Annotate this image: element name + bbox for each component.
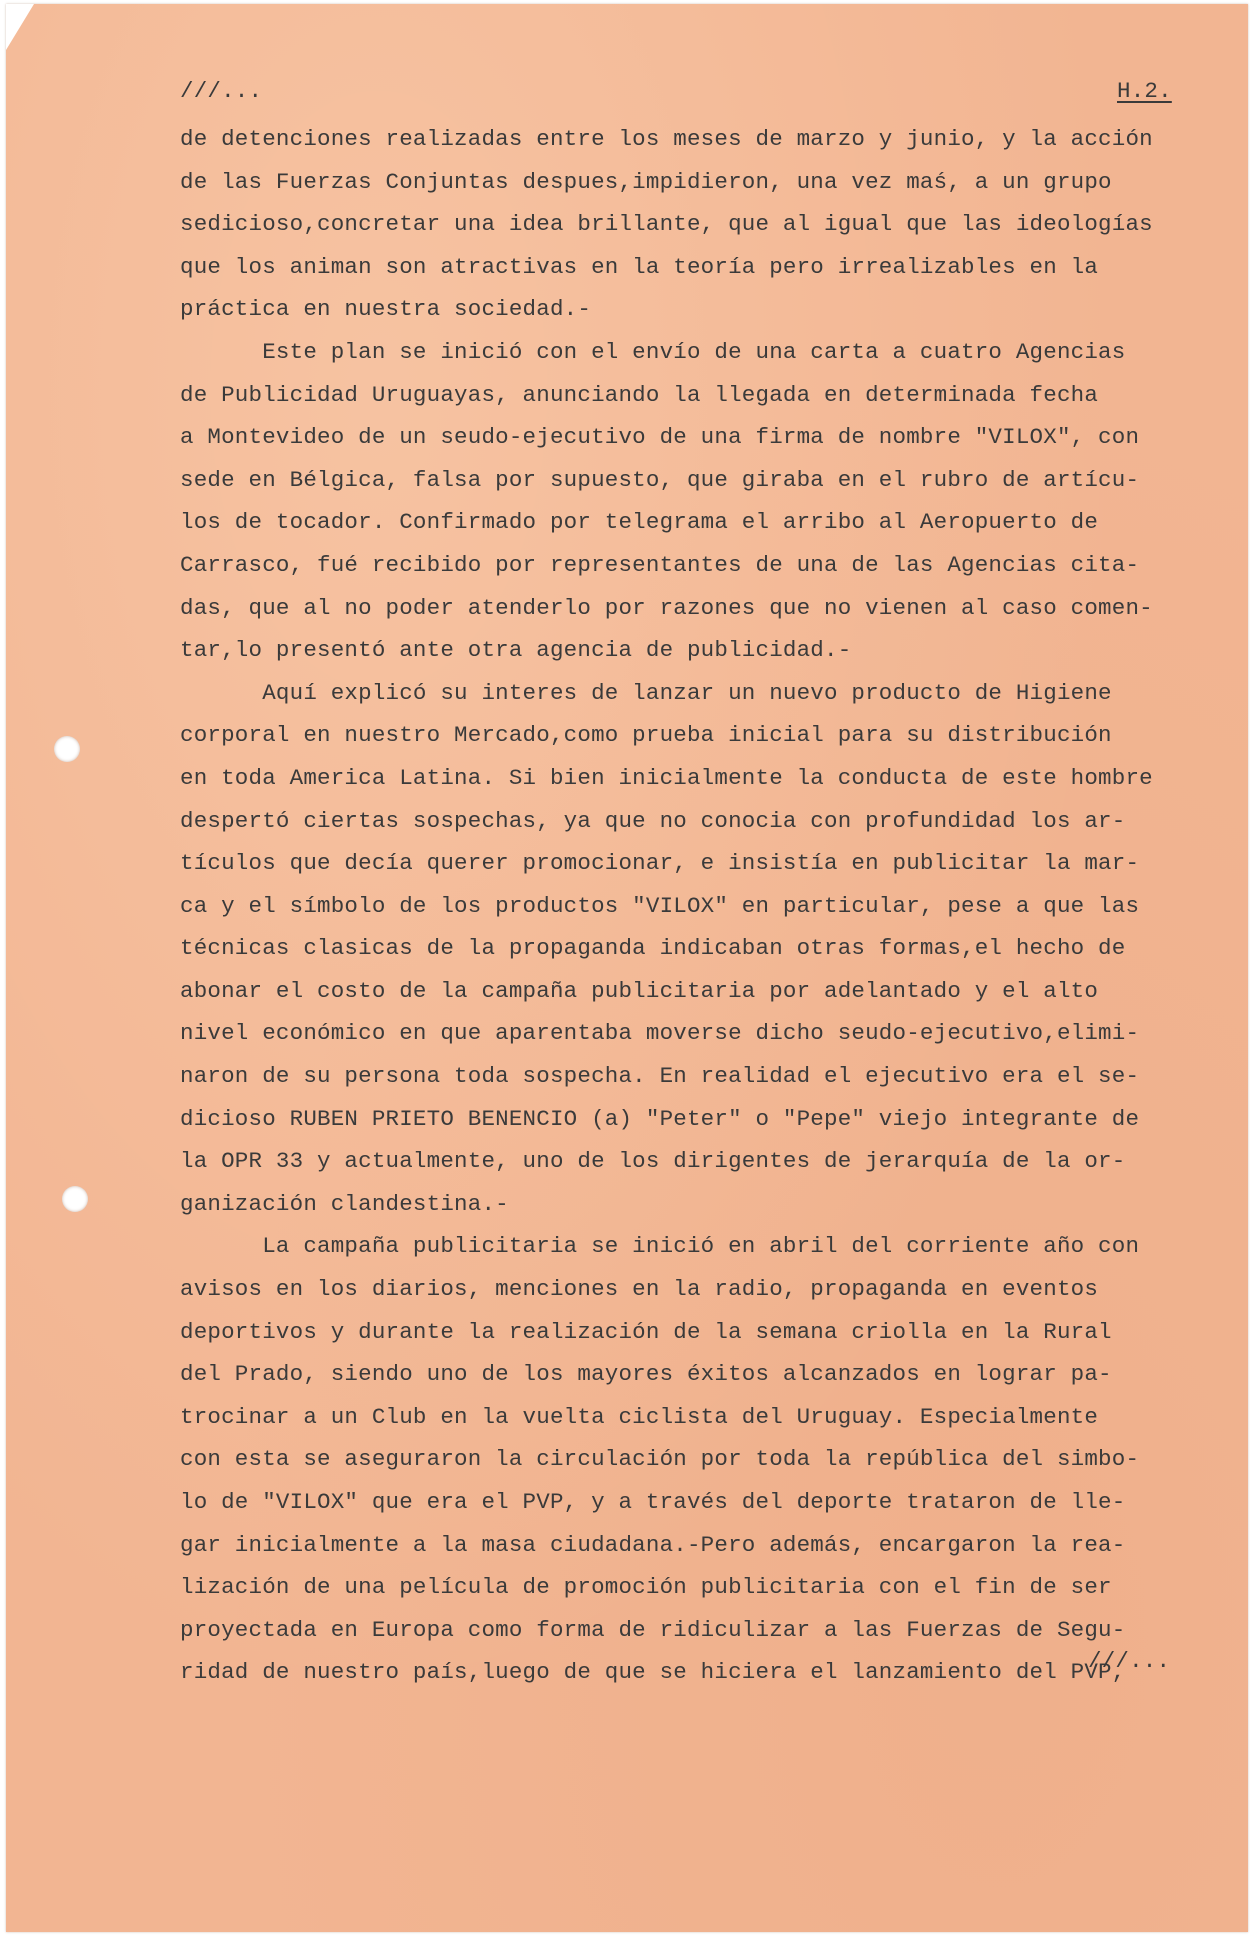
body-line: Este plan se inició con el envío de una carta a cuatro Agencias [180, 338, 1126, 365]
body-line: proyectada en Europa como forma de ridiculizar a las Fuerzas de Segu- [180, 1616, 1126, 1643]
body-line: de Publicidad Uruguayas, anunciando la llegada en determinada fecha [180, 381, 1099, 408]
body-line: en toda America Latina. Si bien inicialmente la conducta de este hombre [180, 764, 1153, 791]
body-line: la OPR 33 y actualmente, uno de los dirigentes de jerarquía de la or- [180, 1148, 1126, 1175]
body-line: los de tocador. Confirmado por telegrama el arribo al Aeropuerto de [180, 509, 1099, 536]
body-line: ca y el símbolo de los productos "VILOX" en particular, pese a que las [180, 892, 1140, 919]
body-line: corporal en nuestro Mercado,como prueba inicial para su distribución [180, 722, 1112, 749]
body-line: gar inicialmente a la masa ciudadana.-Pero además, encargaron la rea- [180, 1531, 1126, 1558]
body-line: ganización clandestina.- [180, 1190, 509, 1217]
body-line: tar,lo presentó ante otra agencia de publicidad.- [180, 637, 852, 664]
body-line: naron de su persona toda sospecha. En realidad el ejecutivo era el se- [180, 1063, 1140, 1090]
body-line: lo de "VILOX" que era el PVP, y a través del deporte trataron de lle- [180, 1489, 1126, 1515]
body-line: técnicas clasicas de la propaganda indicaban otras formas,el hecho de [180, 935, 1126, 962]
body-line: práctica en nuestra sociedad.- [180, 296, 592, 323]
folded-corner [6, 4, 34, 50]
body-line: de las Fuerzas Conjuntas despues,impidieron, una vez maś, a un grupo [180, 168, 1112, 195]
body-line: Carrasco, fué recibido por representantes de una de las Agencias cita- [180, 551, 1140, 578]
body-line: a Montevideo de un seudo-ejecutivo de una firma de nombre "VILOX", con [180, 424, 1140, 451]
body-line: avisos en los diarios, menciones en la radio, propaganda en eventos [180, 1276, 1099, 1303]
body-line: deportivos y durante la realización de la semana criolla en la Rural [180, 1318, 1112, 1345]
body-line: con esta se aseguraron la circulación por toda la república del simbo- [180, 1446, 1140, 1473]
body-line: dicioso RUBEN PRIETO BENENCIO (a) "Peter" o "Pepe" viejo integrante de [180, 1105, 1140, 1132]
body-line: nivel económico en que aparentaba moverse dicho seudo-ejecutivo,elimi- [180, 1020, 1140, 1047]
body-line: sede en Bélgica, falsa por supuesto, que giraba en el rubro de artícu- [180, 466, 1140, 493]
body-line: La campaña publicitaria se inició en abril del corriente año con [180, 1233, 1140, 1260]
body-line: lización de una película de promoción publicitaria con el fin de ser [180, 1574, 1112, 1601]
body-line: Aquí explicó su interes de lanzar un nuevo producto de Higiene [180, 679, 1112, 706]
body-line: que los animan son atractivas en la teoría pero irrealizables en la [180, 253, 1099, 280]
body-line: trocinar a un Club en la vuelta ciclista del Uruguay. Especialmente [180, 1403, 1099, 1430]
body-line: abonar el costo de la campaña publicitaria por adelantado y el alto [180, 977, 1099, 1004]
punch-hole-top [54, 736, 80, 762]
document-body [180, 118, 1230, 1694]
punch-hole-bottom [62, 1186, 88, 1212]
body-line: das, que al no poder atenderlo por razones que no vienen al caso comen- [180, 594, 1153, 621]
body-line: de detenciones realizadas entre los meses de marzo y junio, y la acción [180, 126, 1153, 152]
page-number: H.2. [1117, 78, 1172, 104]
body-line: del Prado, siendo uno de los mayores éxitos alcanzados en lograr pa- [180, 1361, 1112, 1388]
header-continuation-mark: ///... [180, 78, 263, 104]
body-line: sedicioso,concretar una idea brillante, que al igual que las ideologías [180, 211, 1153, 238]
body-line: tículos que decía querer promocionar, e insistía en publicitar la mar- [180, 850, 1140, 877]
body-line: ridad de nuestro país,luego de que se hiciera el lanzamiento del PVP, [180, 1659, 1126, 1686]
body-line: despertó ciertas sospechas, ya que no conocia con profundidad los ar- [180, 807, 1126, 834]
footer-continuation-mark: ///... [1088, 1648, 1171, 1674]
